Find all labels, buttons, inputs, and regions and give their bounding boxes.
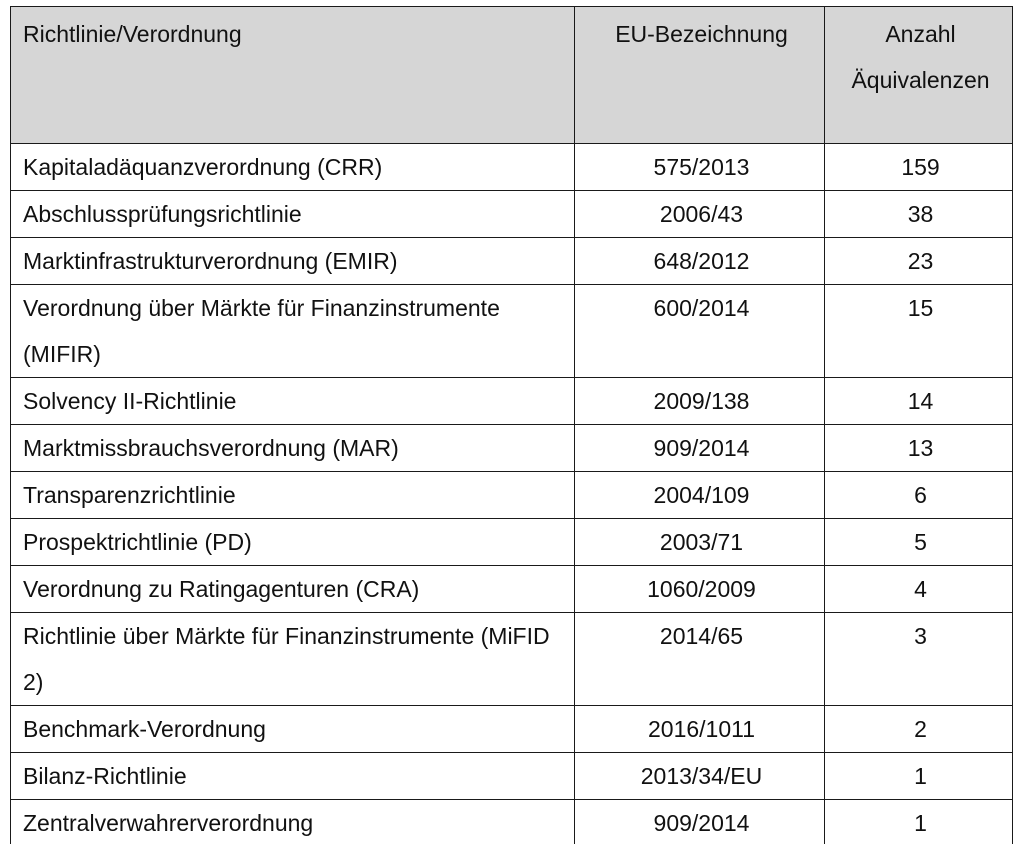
cell-eu-designation: 2013/34/EU bbox=[575, 753, 825, 800]
header-count-line2: Äquivalenzen bbox=[851, 67, 990, 93]
table-row bbox=[11, 753, 1013, 800]
cell-regulation-name: Transparenzrichtlinie bbox=[11, 472, 575, 519]
cell-equivalence-count: 14 bbox=[825, 378, 1013, 425]
table-row bbox=[11, 378, 1013, 425]
table-row bbox=[11, 238, 1013, 285]
cell-regulation-name: Marktinfrastrukturverordnung (EMIR) bbox=[11, 238, 575, 285]
cell-equivalence-count: 5 bbox=[825, 519, 1013, 566]
header-count-line1: Anzahl bbox=[885, 21, 956, 47]
table-row bbox=[11, 613, 1013, 706]
cell-regulation-name: Marktmissbrauchsverordnung (MAR) bbox=[11, 425, 575, 472]
cell-equivalence-count: 15 bbox=[825, 285, 1013, 378]
table-row bbox=[11, 144, 1013, 191]
cell-eu-designation: 909/2014 bbox=[575, 800, 825, 844]
cell-equivalence-count: 23 bbox=[825, 238, 1013, 285]
cell-regulation-name: Abschlussprüfungsrichtlinie bbox=[11, 191, 575, 238]
header-row bbox=[11, 7, 1013, 144]
cell-regulation-name: Bilanz-Richtlinie bbox=[11, 753, 575, 800]
cell-regulation-name: Prospektrichtlinie (PD) bbox=[11, 519, 575, 566]
table-header bbox=[11, 7, 1013, 144]
cell-eu-designation: 1060/2009 bbox=[575, 566, 825, 613]
cell-eu-designation: 2014/65 bbox=[575, 613, 825, 706]
cell-regulation-name: Kapitaladäquanzverordnung (CRR) bbox=[11, 144, 575, 191]
regulations-table bbox=[10, 6, 1013, 844]
cell-equivalence-count: 4 bbox=[825, 566, 1013, 613]
cell-regulation-name: Solvency II-Richtlinie bbox=[11, 378, 575, 425]
cell-regulation-name: Zentralverwahrerverordnung bbox=[11, 800, 575, 844]
cell-eu-designation: 575/2013 bbox=[575, 144, 825, 191]
cell-eu-designation: 2009/138 bbox=[575, 378, 825, 425]
table-row bbox=[11, 425, 1013, 472]
cell-eu-designation: 2006/43 bbox=[575, 191, 825, 238]
table-row bbox=[11, 800, 1013, 844]
cell-equivalence-count: 38 bbox=[825, 191, 1013, 238]
cell-equivalence-count: 1 bbox=[825, 800, 1013, 844]
table-row bbox=[11, 519, 1013, 566]
cell-eu-designation: 2004/109 bbox=[575, 472, 825, 519]
header-eu-designation: EU-Bezeichnung bbox=[575, 7, 825, 144]
table-row bbox=[11, 191, 1013, 238]
cell-eu-designation: 648/2012 bbox=[575, 238, 825, 285]
cell-equivalence-count: 2 bbox=[825, 706, 1013, 753]
cell-eu-designation: 2016/1011 bbox=[575, 706, 825, 753]
header-equivalence-count bbox=[825, 7, 1013, 144]
table-row bbox=[11, 285, 1013, 378]
cell-equivalence-count: 159 bbox=[825, 144, 1013, 191]
header-regulation: Richtlinie/Verordnung bbox=[11, 7, 575, 144]
table-row bbox=[11, 706, 1013, 753]
cell-eu-designation: 2003/71 bbox=[575, 519, 825, 566]
table-row bbox=[11, 472, 1013, 519]
cell-regulation-name: Verordnung über Märkte für Finanzinstrumente (MIFIR) bbox=[11, 285, 575, 378]
cell-equivalence-count: 1 bbox=[825, 753, 1013, 800]
cell-eu-designation: 909/2014 bbox=[575, 425, 825, 472]
table-body bbox=[11, 144, 1013, 844]
table-row bbox=[11, 566, 1013, 613]
cell-equivalence-count: 3 bbox=[825, 613, 1013, 706]
cell-regulation-name: Verordnung zu Ratingagenturen (CRA) bbox=[11, 566, 575, 613]
cell-equivalence-count: 6 bbox=[825, 472, 1013, 519]
cell-eu-designation: 600/2014 bbox=[575, 285, 825, 378]
cell-equivalence-count: 13 bbox=[825, 425, 1013, 472]
cell-regulation-name: Richtlinie über Märkte für Finanzinstrumente (MiFID 2) bbox=[11, 613, 575, 706]
cell-regulation-name: Benchmark-Verordnung bbox=[11, 706, 575, 753]
